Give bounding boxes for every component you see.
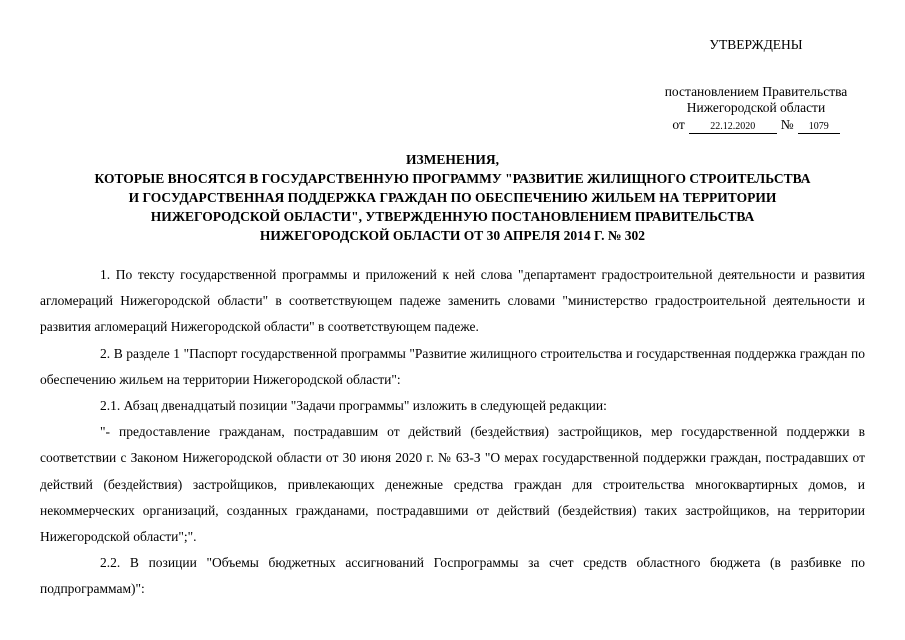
title-line-3: И ГОСУДАРСТВЕННАЯ ПОДДЕРЖКА ГРАЖДАН ПО ОБЕСПЕЧЕНИЮ ЖИЛЬЕМ НА ТЕРРИТОРИИ <box>128 190 777 205</box>
paragraph: 2.1. Абзац двенадцатый позиции "Задачи программы" изложить в следующей редакции: <box>100 398 607 414</box>
title-line-2: КОТОРЫЕ ВНОСЯТСЯ В ГОСУДАРСТВЕННУЮ ПРОГРАММУ "РАЗВИТИЕ ЖИЛИЩНОГО СТРОИТЕЛЬСТВА <box>94 171 811 186</box>
approval-line-2: Нижегородской области <box>686 100 826 115</box>
from-label: от <box>672 117 685 132</box>
title-line-4: НИЖЕГОРОДСКОЙ ОБЛАСТИ", УТВЕРЖДЕННУЮ ПОСТАНОВЛЕНИЕМ ПРАВИТЕЛЬСТВА <box>150 209 755 224</box>
approval-number: 1079 <box>798 121 840 134</box>
number-label: № <box>780 117 794 132</box>
approval-heading: УТВЕРЖДЕНЫ <box>709 37 803 52</box>
document-title <box>40 150 865 245</box>
document-body <box>40 262 865 603</box>
title-line-5: НИЖЕГОРОДСКОЙ ОБЛАСТИ ОТ 30 АПРЕЛЯ 2014 Г. № 302 <box>259 228 646 243</box>
paragraph: 1. По тексту государственной программы и приложений к ней слова "департамент градостроительной деятельности и развития агломераций Нижегородской области" в соответствующем падеже заменить словами "министерство градостроительной деятельности и развития агломераций Нижегородской области" в соответствующем падеже. <box>40 267 865 335</box>
approval-date-row <box>640 117 872 134</box>
paragraph: "- предоставление гражданам, пострадавшим от действий (бездействия) застройщиков, мер государственной поддержки в соответствии с Законом Нижегородской области от 30 июня 2020 г. № 63-З "О мерах государственной поддержки граждан, пострадавших от действий (бездействия) застройщиков, привлекающих денежные средства граждан для строительства многоквартирных домов, и некоммерческих организаций, созданных гражданами, пострадавшими от действий (бездействия) таких застройщиков, на территории Нижегородской области";". <box>40 424 865 545</box>
paragraph: 2. В разделе 1 "Паспорт государственной программы "Развитие жилищного строительства и государственная поддержка граждан по обеспечению жильем на территории Нижегородской области": <box>40 345 865 387</box>
approval-line-1: постановлением Правительства <box>664 84 848 99</box>
paragraph: 2.2. В позиции "Объемы бюджетных ассигнований Госпрограммы за счет средств областного бюджета (в разбивке по подпрограммам)": <box>40 555 865 597</box>
title-line-1: ИЗМЕНЕНИЯ, <box>405 152 499 167</box>
approval-date: 22.12.2020 <box>689 121 777 134</box>
approval-stamp <box>640 10 872 134</box>
